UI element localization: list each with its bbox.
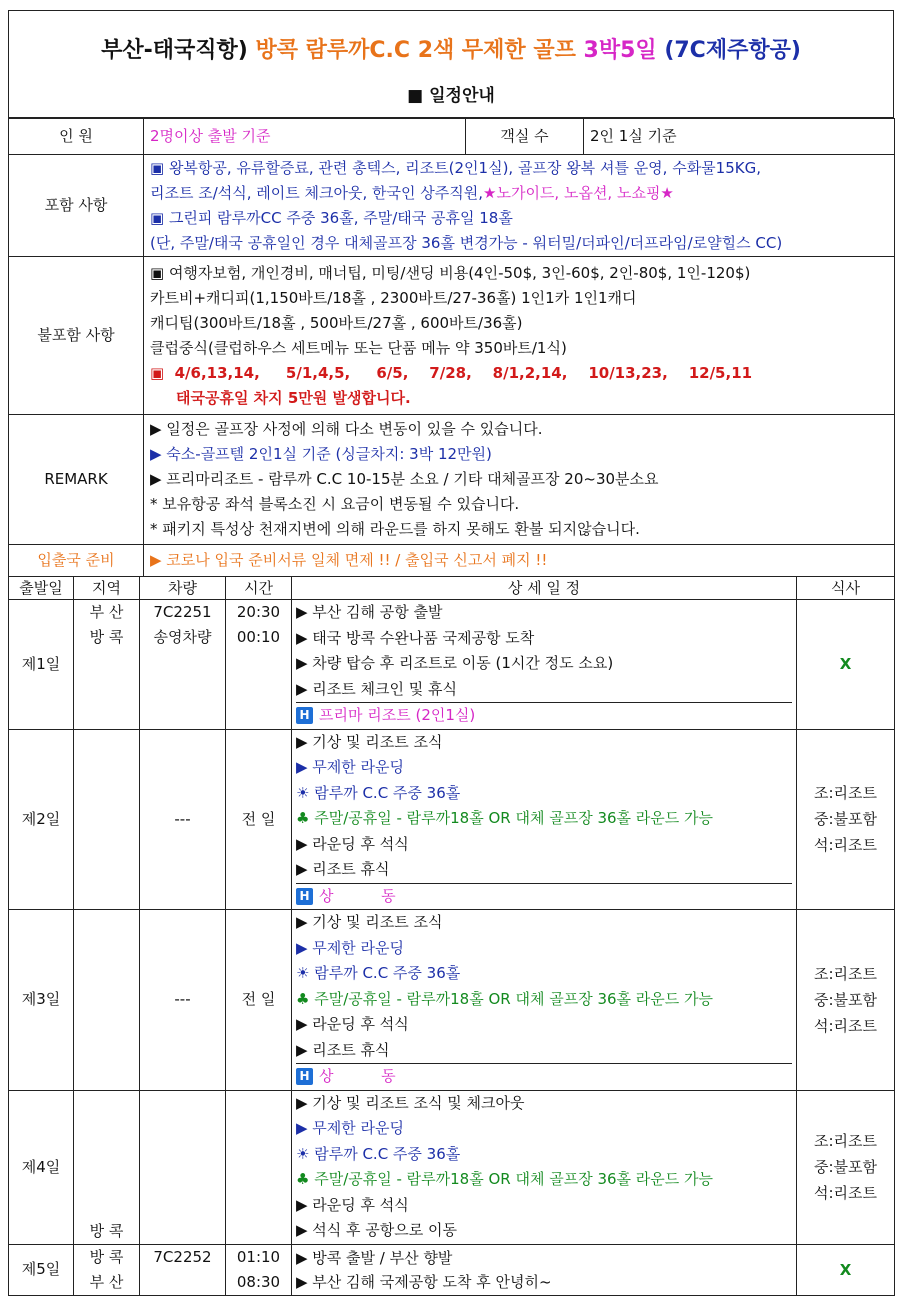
- title-box: [8, 10, 894, 118]
- included-label: 포함 사항: [9, 155, 144, 257]
- time-value: 01:10: [236, 1247, 281, 1266]
- hotel-line: [296, 883, 792, 910]
- remark-line: ▶ 숙소-골프텔 2인1실 기준 (싱글차지: 3박 12만원): [150, 445, 492, 463]
- meal-breakfast: 조:리조트: [813, 784, 877, 803]
- info-table: [8, 118, 895, 577]
- vehicle-cell: ---: [140, 910, 226, 1091]
- detail-line: ▶ 석식 후 공항으로 이동: [296, 1221, 458, 1239]
- region-value: 방 콕: [89, 1221, 124, 1240]
- detail-line: ☀ 람루까 C.C 주중 36홀: [296, 964, 461, 982]
- meal-lunch: 중:불포함: [813, 990, 877, 1009]
- detail-line: ▶ 기상 및 리조트 조식: [296, 913, 443, 931]
- day-label: 제4일: [9, 1090, 74, 1244]
- entry-label: 입출국 준비: [9, 545, 144, 577]
- time-value: 20:30: [236, 603, 281, 621]
- time-cell: 전 일: [226, 729, 292, 910]
- schedule-row-day4: [9, 1090, 895, 1244]
- header-date: 출발일: [9, 577, 74, 600]
- time-cell: [226, 1090, 292, 1244]
- day-label: 제1일: [9, 600, 74, 730]
- detail-line: ▶ 기상 및 리조트 조식 및 체크아웃: [296, 1093, 525, 1112]
- region-cell: [74, 729, 140, 910]
- detail-line: ▶ 리조트 체크인 및 휴식: [296, 679, 458, 698]
- schedule-row-day3: [9, 910, 895, 1091]
- details-cell: [292, 1090, 797, 1244]
- detail-line: ▶ 차량 탑승 후 리조트로 이동 (1시간 정도 소요): [296, 654, 614, 672]
- detail-line: ☀ 람루까 C.C 주중 36홀: [296, 1144, 461, 1163]
- hotel-icon: H: [296, 1068, 313, 1085]
- region-cell: [74, 1244, 140, 1295]
- detail-line: ▶ 리조트 휴식: [296, 860, 390, 878]
- meal-cell: [797, 1244, 895, 1295]
- hotel-icon: H: [296, 888, 313, 905]
- vehicle-cell: [140, 1244, 226, 1295]
- region-cell: [74, 1090, 140, 1244]
- excluded-line: 캐디팁(300바트/18홀 , 500바트/27홀 , 600바트/36홀): [150, 313, 523, 332]
- holiday-charge: 태국공휴일 차지 5만원 발생합니다.: [176, 388, 411, 407]
- detail-line: ♣ 주말/공휴일 - 람루까18홀 OR 대체 골프장 36홀 라운드 가능: [296, 989, 714, 1008]
- region-cell: [74, 910, 140, 1091]
- remark-row: [9, 415, 895, 545]
- meal-lunch: 중:불포함: [813, 810, 877, 829]
- title-product: 방콕 람루까C.C 2색 무제한 골프: [255, 38, 576, 63]
- detail-line: ☀ 람루까 C.C 주중 36홀: [296, 783, 461, 802]
- time-value: 00:10: [236, 628, 281, 646]
- details-cell: [292, 1244, 797, 1295]
- meal-dinner: 석:리조트: [813, 1184, 877, 1202]
- vehicle-cell: ---: [140, 729, 226, 910]
- vehicle-cell: [140, 600, 226, 730]
- time-cell: [226, 1244, 292, 1295]
- entry-value: ▶ 코로나 입국 준비서류 일체 면제 !! / 출입국 신고서 폐지 !!: [144, 545, 895, 577]
- meal-dinner: 석:리조트: [813, 836, 877, 855]
- detail-line: ▶ 무제한 라운딩: [296, 1119, 405, 1137]
- time-value: 08:30: [236, 1272, 281, 1291]
- time-cell: [226, 600, 292, 730]
- hotel-name: 상 동: [319, 1067, 396, 1085]
- excluded-line: 클럽중식(클럽하우스 세트메뉴 또는 단품 메뉴 약 350바트/1식): [150, 338, 567, 357]
- excluded-line: ▣ 여행자보험, 개인경비, 매너팁, 미팅/샌딩 비용(4인-50$, 3인-60$, 2인-80$, 1인-120$): [150, 263, 751, 282]
- remark-line: ▶ 프리마리조트 - 람루까 C.C 10-15분 소요 / 기타 대체골프장 20~30분소요: [150, 470, 659, 488]
- meal-cell: [797, 910, 895, 1091]
- header-details: 상 세 일 정: [292, 577, 797, 600]
- header-vehicle: 차량: [140, 577, 226, 600]
- title-route: 부산-태국직항): [101, 38, 248, 63]
- detail-line: ▶ 라운딩 후 석식: [296, 1015, 409, 1033]
- remark-line: * 보유항공 좌석 블록소진 시 요금이 변동될 수 있습니다.: [150, 495, 520, 513]
- region-value: 방 콕: [89, 628, 124, 646]
- excluded-content: [144, 257, 895, 415]
- meal-none: X: [839, 1260, 852, 1279]
- detail-line: ▶ 무제한 라운딩: [296, 758, 405, 776]
- vehicle-cell: [140, 1090, 226, 1244]
- meal-cell: [797, 729, 895, 910]
- meal-cell: [797, 1090, 895, 1244]
- holiday-dates: ▣ 4/6,13,14, 5/1,4,5, 6/5, 7/28, 8/1,2,14, 10/13,23, 12/5,11: [150, 363, 753, 382]
- detail-line: ▶ 태국 방콕 수완나품 국제공항 도착: [296, 628, 535, 647]
- people-label: 인 원: [9, 119, 144, 155]
- meal-breakfast: 조:리조트: [813, 1132, 877, 1150]
- detail-line: ▶ 무제한 라운딩: [296, 938, 405, 957]
- schedule-header-row: [9, 577, 895, 600]
- detail-line: ▶ 리조트 휴식: [296, 1040, 390, 1059]
- meal-cell: [797, 600, 895, 730]
- vehicle-value: 송영차량: [153, 628, 212, 646]
- included-line: (단, 주말/태국 공휴일인 경우 대체골프장 36홀 변경가능 - 워터밀/더파인/더프라임/로얄힐스 CC): [150, 233, 783, 252]
- title-airline: (7C제주항공): [664, 38, 801, 63]
- included-content: [144, 155, 895, 257]
- header-region: 지역: [74, 577, 140, 600]
- day-label: 제5일: [9, 1244, 74, 1295]
- detail-line: ▶ 부산 김해 국제공항 도착 후 안녕히~: [296, 1272, 552, 1291]
- remark-line: ▶ 일정은 골프장 사정에 의해 다소 변동이 있을 수 있습니다.: [150, 420, 543, 438]
- region-value: 방 콕: [89, 1247, 124, 1266]
- vehicle-value: 7C2252: [153, 1247, 212, 1266]
- excluded-line: 카트비+캐디피(1,150바트/18홀 , 2300바트/27-36홀) 1인1카 1인1캐디: [150, 288, 637, 307]
- detail-line: ▶ 라운딩 후 석식: [296, 834, 409, 853]
- region-value: 부 산: [89, 603, 124, 621]
- meal-lunch: 중:불포함: [813, 1158, 877, 1176]
- header-meal: 식사: [797, 577, 895, 600]
- title-duration: 3박5일: [583, 38, 657, 63]
- detail-line: ▶ 라운딩 후 석식: [296, 1195, 409, 1214]
- remark-line: * 패키지 특성상 천재지변에 의해 라운드를 하지 못해도 환불 되지않습니다.: [150, 520, 640, 538]
- remark-label: REMARK: [9, 415, 144, 545]
- detail-line: ▶ 방콕 출발 / 부산 향발: [296, 1248, 453, 1267]
- region-value: 부 산: [89, 1272, 124, 1291]
- room-value: 2인 1실 기준: [584, 119, 895, 155]
- excluded-label: 불포함 사항: [9, 257, 144, 415]
- hotel-icon: H: [296, 707, 313, 724]
- hotel-line: [296, 702, 792, 729]
- detail-line: ▶ 부산 김해 공항 출발: [296, 603, 443, 621]
- schedule-row-day2: [9, 729, 895, 910]
- people-row: [9, 119, 895, 155]
- excluded-row: [9, 257, 895, 415]
- hotel-name: 상 동: [319, 886, 396, 905]
- details-cell: [292, 600, 797, 730]
- remark-content: [144, 415, 895, 545]
- meal-none: X: [839, 655, 852, 674]
- schedule-row-day5: [9, 1244, 895, 1295]
- region-cell: [74, 600, 140, 730]
- details-cell: [292, 910, 797, 1091]
- meal-breakfast: 조:리조트: [813, 964, 877, 983]
- included-row: [9, 155, 895, 257]
- hotel-name: 프리마 리조트 (2인1실): [319, 706, 476, 724]
- meal-dinner: 석:리조트: [813, 1016, 877, 1035]
- included-line: ▣ 왕복항공, 유류할증료, 관련 총텍스, 리조트(2인1실), 골프장 왕복 셔틀 운영, 수화물15KG,: [150, 158, 761, 177]
- day-label: 제2일: [9, 729, 74, 910]
- included-line: ▣ 그린피 람루까CC 주중 36홀, 주말/태국 공휴일 18홀: [150, 208, 513, 227]
- vehicle-value: 7C2251: [153, 603, 212, 621]
- hotel-line: [296, 1063, 792, 1090]
- people-value: 2명이상 출발 기준: [144, 119, 466, 155]
- detail-line: ▶ 기상 및 리조트 조식: [296, 732, 443, 751]
- room-label: 객실 수: [466, 119, 584, 155]
- included-line: 리조트 조/석식, 레이트 체크아웃, 한국인 상주직원,★노가이드, 노옵션, 노쇼핑★: [150, 183, 674, 202]
- page-title: [9, 33, 893, 64]
- page-subtitle: ■ 일정안내: [407, 86, 495, 106]
- detail-line: ♣ 주말/공휴일 - 람루까18홀 OR 대체 골프장 36홀 라운드 가능: [296, 1170, 714, 1188]
- detail-line: ♣ 주말/공휴일 - 람루까18홀 OR 대체 골프장 36홀 라운드 가능: [296, 809, 714, 827]
- schedule-row-day1: [9, 600, 895, 730]
- header-time: 시간: [226, 577, 292, 600]
- time-cell: 전 일: [226, 910, 292, 1091]
- schedule-table: [8, 576, 895, 1296]
- details-cell: [292, 729, 797, 910]
- entry-row: [9, 545, 895, 577]
- day-label: 제3일: [9, 910, 74, 1091]
